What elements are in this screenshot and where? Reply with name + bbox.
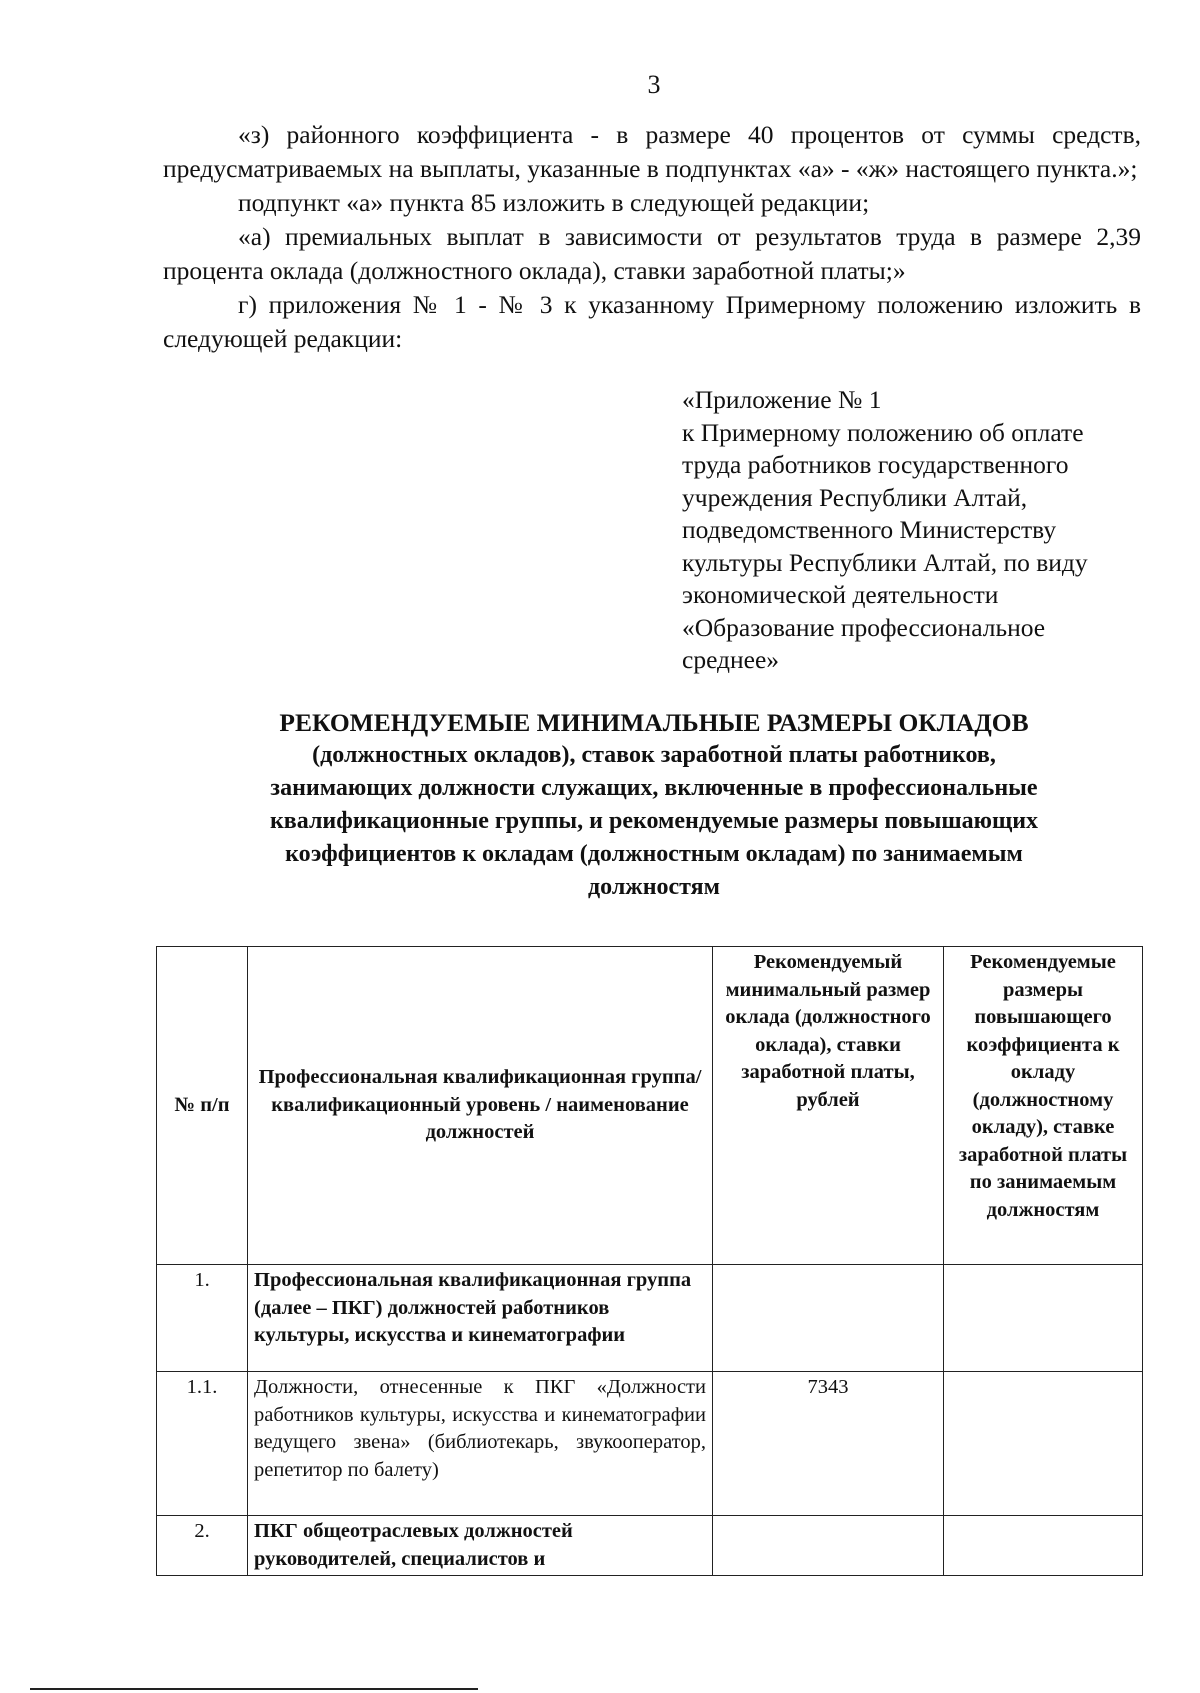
- row-salary: [713, 1516, 944, 1576]
- title-line: (должностных окладов), ставок заработной платы работников,: [312, 742, 996, 768]
- row-coefficient: [944, 1516, 1143, 1576]
- appendix-line: труда работников государственного: [682, 450, 1069, 479]
- paragraph: г) приложения № 1 - № 3 к указанному Примерному положению изложить в следующей редакции:: [163, 290, 1141, 353]
- title-line: коэффициентов к окладам (должностным окладам) по занимаемым: [285, 841, 1023, 867]
- appendix-line: экономической деятельности: [682, 580, 999, 609]
- appendix-line: «Приложение № 1: [682, 385, 882, 414]
- appendix-line: среднее»: [682, 645, 780, 674]
- title-line: занимающих должности служащих, включенные в профессиональные: [270, 775, 1038, 801]
- row-salary: 7343: [713, 1372, 944, 1516]
- title-line: квалификационные группы, и рекомендуемые размеры повышающих: [269, 808, 1039, 834]
- paragraph: «а) премиальных выплат в зависимости от результатов труда в размере 2,39 процента оклада (должностного оклада), ставки заработной платы;»: [163, 222, 1141, 285]
- header-group: Профессиональная квалификационная группа/ квалификационный уровень / наименование должностей: [248, 947, 713, 1265]
- row-name: ПКГ общеотраслевых должностей руководителей, специалистов и: [248, 1516, 713, 1576]
- row-name: Профессиональная квалификационная группа (далее – ПКГ) должностей работников культуры, искусства и кинематографии: [248, 1265, 713, 1372]
- salary-table: [156, 946, 1143, 1576]
- title-line: должностям: [588, 874, 720, 900]
- header-coefficient: Рекомендуемые размеры повышающего коэффициента к окладу (должностному окладу), ставке заработной платы по занимаемым должностям: [944, 947, 1143, 1265]
- header-salary: Рекомендуемый минимальный размер оклада (должностного оклада), ставки заработной платы, рублей: [713, 947, 944, 1265]
- footnote-separator: [30, 1688, 478, 1690]
- row-coefficient: [944, 1372, 1143, 1516]
- title-line: РЕКОМЕНДУЕМЫЕ МИНИМАЛЬНЫЕ РАЗМЕРЫ ОКЛАДОВ: [279, 708, 1029, 737]
- appendix-heading: [682, 384, 1142, 677]
- page-number: 3: [647, 70, 661, 99]
- appendix-line: к Примерному положению об оплате: [682, 417, 1084, 447]
- row-name: Должности, отнесенные к ПКГ «Должности работников культуры, искусства и кинематографии ведущего звена» (библиотекарь, звукооператор, репетитор по балету): [248, 1372, 713, 1516]
- row-coefficient: [944, 1265, 1143, 1372]
- document-title: [150, 706, 1158, 904]
- appendix-line: подведомственного Министерству: [682, 515, 1057, 544]
- paragraph: подпункт «а» пункта 85 изложить в следующей редакции;: [238, 188, 870, 217]
- row-salary: [713, 1265, 944, 1372]
- table-row: [157, 1265, 1143, 1372]
- body-text: [163, 118, 1141, 356]
- table-header-row: [157, 947, 1143, 1265]
- row-number: 2.: [157, 1516, 248, 1576]
- appendix-line: учреждения Республики Алтай,: [682, 482, 1028, 512]
- paragraph: «з) районного коэффициента - в размере 40 процентов от суммы средств, предусматриваемых на выплаты, указанные в подпунктах «а» - «ж» настоящего пункта.»;: [163, 120, 1141, 183]
- appendix-line: «Образование профессиональное: [682, 612, 1046, 642]
- table-row: [157, 1372, 1143, 1516]
- row-number: 1.: [157, 1265, 248, 1372]
- header-number: № п/п: [157, 947, 248, 1265]
- appendix-line: культуры Республики Алтай, по виду: [682, 547, 1088, 577]
- table-row: [157, 1516, 1143, 1576]
- row-number: 1.1.: [157, 1372, 248, 1516]
